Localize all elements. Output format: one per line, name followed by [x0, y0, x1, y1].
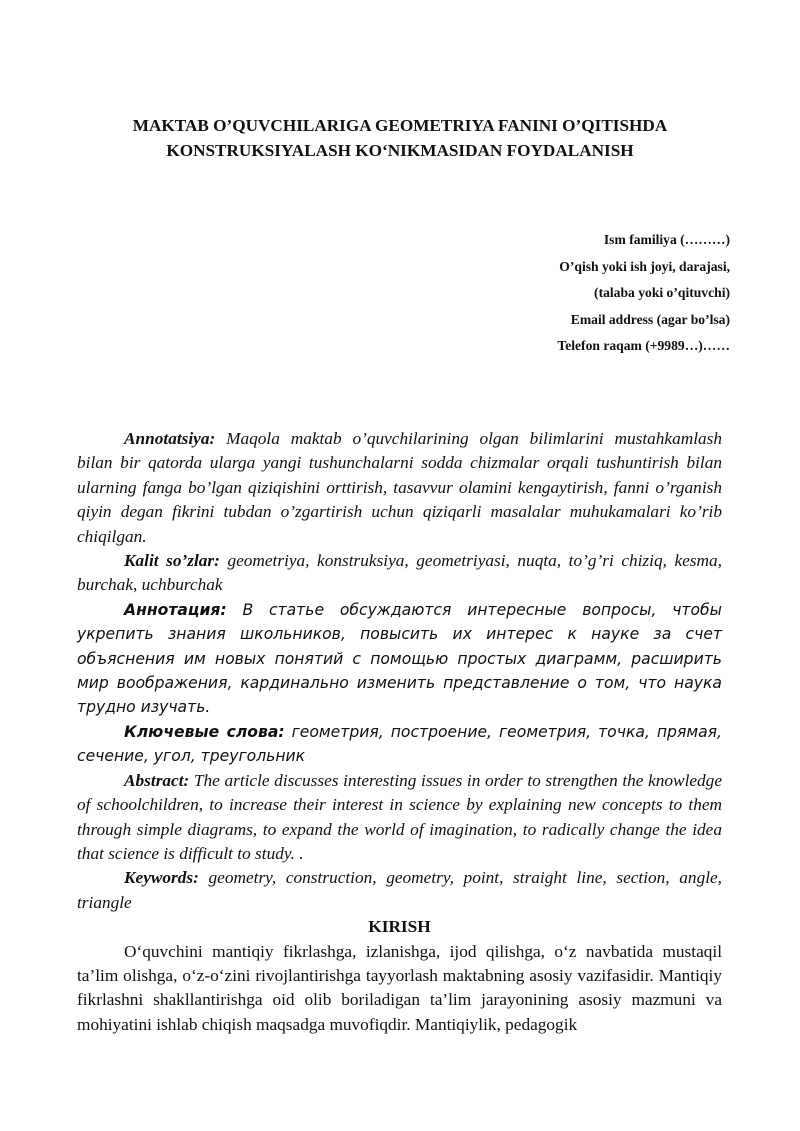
author-info-block [557, 227, 730, 360]
abstract-en-text: The article discusses interesting issues in order to strengthen the knowledge of schoolchildren, to increase their interest in science by explaining new concepts to them through simple diagrams, to expand the world of imagination, to radically change the idea that science is difficult to study. . [77, 770, 722, 863]
keywords-en-label: Keywords: [124, 868, 199, 888]
article-body [77, 427, 722, 1037]
keywords-ru-text: геометрия, построение, геометрия, точка, прямая, сечение, угол, треугольник [77, 722, 722, 766]
abstract-ru [77, 598, 722, 720]
abstract-uz-label: Annotatsiya: [124, 429, 216, 448]
abstract-en [77, 769, 722, 867]
intro-paragraph: O‘quvchini mantiqiy fikrlashga, izlanishga, ijod qilishga, o‘z navbatida mustaqil ta’lim olishga, o‘z-o‘zini rivojlantirishga tayyorlash maktabning asosiy vazifasidir. Mantiqiy fikrlashni shakllantirishga oid olib boriladigan ta’lim jarayonining asosiy mazmuni va mohiyatini ishlab chiqish maqsadga muvofiqdir. Mantiqiylik, pedagogik [77, 941, 722, 1034]
author-email: Email address (agar bo’lsa) [570, 311, 730, 327]
title-line-2: KONSTRUKSIYALASH KO‘NIKMASIDAN FOYDALANISH [166, 141, 634, 160]
author-name: Ism familiya (………) [603, 232, 730, 247]
section-heading-kirish: KIRISH [368, 917, 431, 937]
keywords-en-text: geometry, construction, geometry, point, straight line, section, angle, triangle [77, 868, 722, 912]
keywords-ru [77, 720, 722, 769]
article-title [78, 113, 722, 163]
author-affiliation: O’qish yoki ish joyi, darajasi, [559, 258, 730, 274]
keywords-ru-label: Ключевые слова: [124, 722, 285, 741]
author-status: (talaba yoki o’qituvchi) [594, 285, 730, 301]
abstract-uz-text: Maqola maktab o’quvchilarining olgan bilimlarini mustahkamlash bilan bir qatorda ularga yangi tushunchalarni sodda chizmalar orqali tushuntirish bilan ularning fanga bo’lgan qiziqishini orttirish, tasavvur olamini kengaytirish, fanni o’rganish qiyin degan fikrini tubdan o’zgartirish uchun qiziqarli masalalar muhukamalari ko’rib chiqilgan. [77, 429, 722, 546]
keywords-uz-label: Kalit so’zlar: [124, 551, 220, 571]
keywords-uz [77, 549, 722, 598]
abstract-uz [77, 427, 722, 549]
abstract-ru-label: Аннотация: [124, 600, 227, 619]
author-phone: Telefon raqam (+9989…)…… [557, 338, 730, 354]
title-line-1: MAKTAB O’QUVCHILARIGA GEOMETRIYA FANINI O’QITISHDA [132, 116, 668, 135]
keywords-en [77, 866, 722, 915]
keywords-uz-text: geometriya, konstruksiya, geometriyasi, nuqta, to’g’ri chiziq, kesma, burchak, uchburchak [77, 551, 722, 595]
abstract-ru-text: В статье обсуждаются интересные вопросы, чтобы укрепить знания школьников, повысить их интерес к науке за счет объяснения им новых понятий с помощью простых диаграмм, расширить мир воображения, кардинально изменить представление о том, что наука трудно изучать. [77, 600, 722, 717]
abstract-en-label: Abstract: [124, 770, 190, 790]
